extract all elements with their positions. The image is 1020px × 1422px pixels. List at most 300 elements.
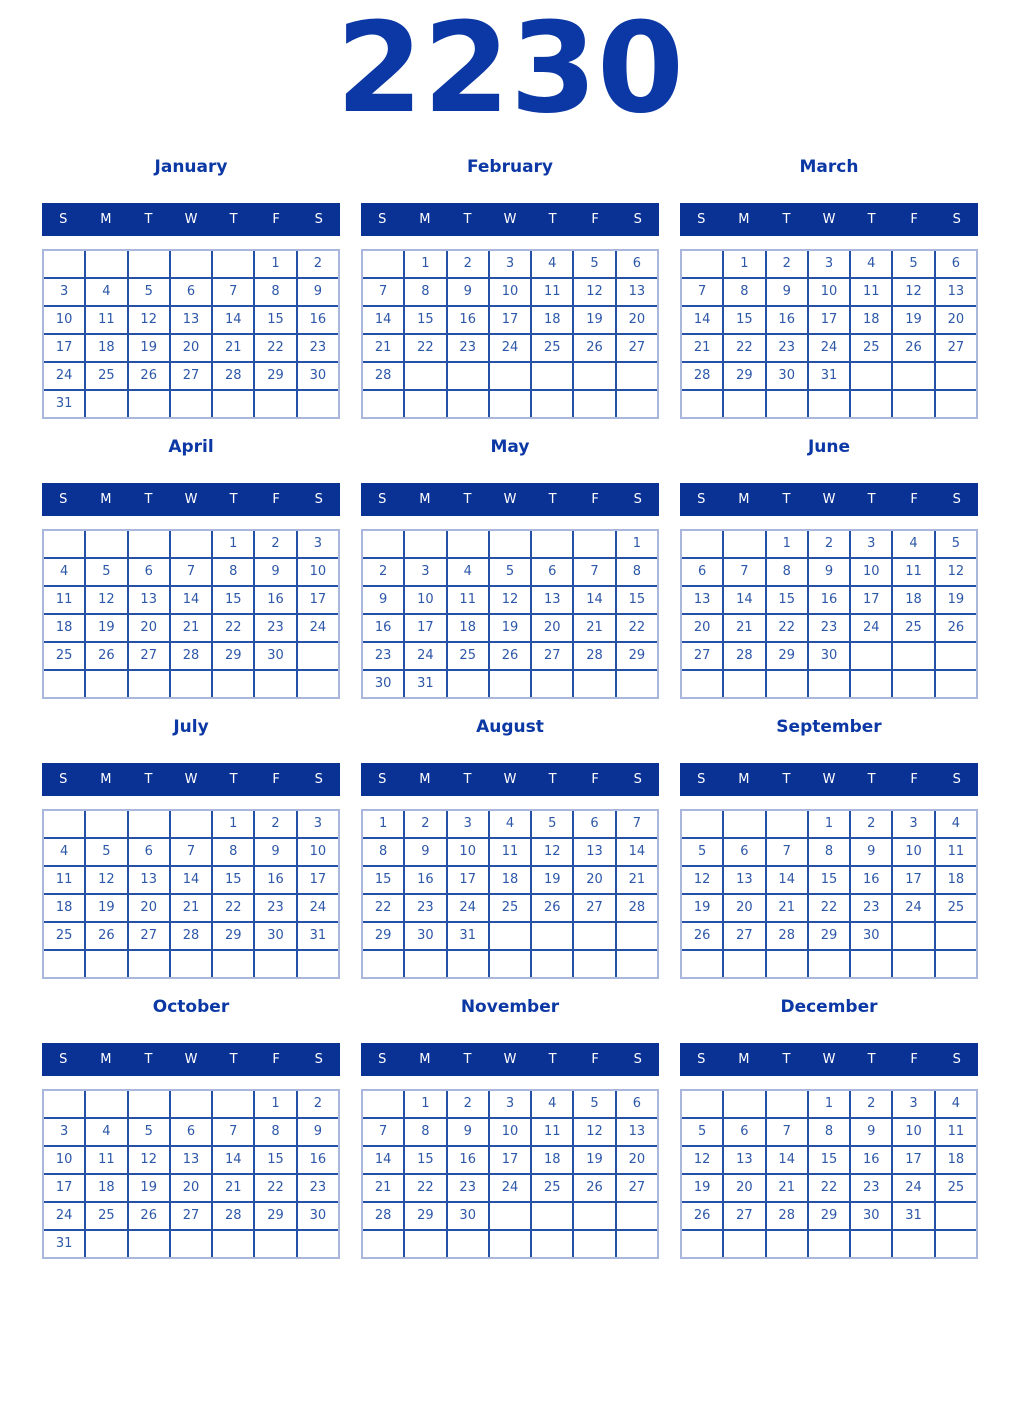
day-cell: 29 [617,643,657,669]
weekday-label: S [378,771,387,787]
day-cell: 16 [405,867,445,893]
day-cell: 12 [129,1147,169,1173]
empty-cell [532,1203,572,1229]
day-cell: 30 [405,923,445,949]
weekday-label: M [419,211,431,227]
empty-cell [490,951,530,977]
day-cell: 10 [405,587,445,613]
day-cell: 22 [809,1175,849,1201]
day-cell: 23 [767,335,807,361]
day-cell: 9 [298,1119,338,1145]
day-cell: 6 [574,811,614,837]
empty-cell [893,951,933,977]
day-cell: 21 [171,615,211,641]
day-cell: 12 [574,1119,614,1145]
day-cell: 9 [809,559,849,585]
month-may [361,437,659,699]
day-cell: 4 [851,251,891,277]
day-cell: 6 [724,1119,764,1145]
day-cell: 4 [44,839,84,865]
day-cell: 19 [86,615,126,641]
day-cell: 25 [490,895,530,921]
day-cell: 7 [767,1119,807,1145]
empty-cell [682,391,722,417]
weekday-label: S [697,211,706,227]
weekday-label: W [822,1051,836,1067]
empty-cell [893,671,933,697]
day-cell: 10 [893,1119,933,1145]
empty-cell [298,1231,338,1257]
day-cell: 9 [255,559,295,585]
day-cell: 16 [298,1147,338,1173]
month-title: September [776,716,882,737]
empty-cell [490,923,530,949]
day-cell: 24 [809,335,849,361]
empty-cell [617,951,657,977]
day-cell: 10 [851,559,891,585]
weekday-label: T [463,211,472,227]
day-cell: 8 [617,559,657,585]
day-cell: 22 [767,615,807,641]
empty-cell [44,251,84,277]
weekday-label: T [463,491,472,507]
day-cell: 30 [767,363,807,389]
weekday-label: M [419,771,431,787]
empty-cell [405,531,445,557]
day-cell: 5 [682,839,722,865]
day-cell: 7 [682,279,722,305]
day-cell: 12 [490,587,530,613]
day-cell: 8 [255,1119,295,1145]
day-cell: 19 [682,895,722,921]
empty-cell [255,671,295,697]
weekday-label: S [697,1051,706,1067]
weekday-header-row [361,483,659,516]
day-cell: 2 [255,531,295,557]
day-cell: 24 [298,615,338,641]
empty-cell [255,951,295,977]
day-cell: 26 [86,923,126,949]
weekday-header-row [42,483,340,516]
day-cell: 26 [574,335,614,361]
day-cell: 19 [490,615,530,641]
day-cell: 26 [574,1175,614,1201]
empty-cell [448,363,488,389]
day-cell: 5 [129,1119,169,1145]
day-cell: 17 [405,615,445,641]
month-grid [361,1089,659,1259]
empty-cell [490,391,530,417]
empty-cell [405,951,445,977]
day-cell: 25 [532,1175,572,1201]
day-cell: 13 [574,839,614,865]
empty-cell [171,671,211,697]
empty-cell [617,363,657,389]
day-cell: 3 [490,1091,530,1117]
day-cell: 1 [617,531,657,557]
day-cell: 20 [574,867,614,893]
weekday-label: F [910,1051,918,1067]
day-cell: 17 [490,1147,530,1173]
empty-cell [171,251,211,277]
day-cell: 15 [809,867,849,893]
month-grid [680,529,978,699]
day-cell: 2 [767,251,807,277]
day-cell: 28 [213,363,253,389]
day-cell: 15 [405,1147,445,1173]
day-cell: 10 [490,1119,530,1145]
month-january [42,157,340,419]
weekday-label: M [419,1051,431,1067]
weekday-label: F [910,771,918,787]
empty-cell [405,391,445,417]
day-cell: 31 [44,1231,84,1257]
day-cell: 11 [851,279,891,305]
empty-cell [893,643,933,669]
month-july [42,717,340,979]
empty-cell [617,671,657,697]
empty-cell [171,811,211,837]
day-cell: 1 [255,251,295,277]
day-cell: 23 [298,335,338,361]
day-cell: 23 [448,335,488,361]
day-cell: 13 [682,587,722,613]
day-cell: 21 [363,335,403,361]
month-april [42,437,340,699]
empty-cell [405,1231,445,1257]
day-cell: 18 [86,1175,126,1201]
empty-cell [767,1231,807,1257]
day-cell: 1 [724,251,764,277]
day-cell: 18 [936,867,976,893]
empty-cell [851,671,891,697]
empty-cell [851,363,891,389]
weekday-header-row [680,1043,978,1076]
day-cell: 15 [213,867,253,893]
months-grid [42,157,978,1259]
day-cell: 20 [682,615,722,641]
day-cell: 8 [255,279,295,305]
weekday-label: M [738,491,750,507]
day-cell: 18 [893,587,933,613]
empty-cell [448,1231,488,1257]
day-cell: 1 [255,1091,295,1117]
day-cell: 11 [490,839,530,865]
month-grid [361,249,659,419]
day-cell: 26 [893,335,933,361]
day-cell: 5 [532,811,572,837]
day-cell: 27 [574,895,614,921]
weekday-label: S [59,1051,68,1067]
empty-cell [893,923,933,949]
day-cell: 7 [724,559,764,585]
day-cell: 24 [490,335,530,361]
empty-cell [936,951,976,977]
empty-cell [255,1231,295,1257]
weekday-label: S [314,491,323,507]
month-grid [42,249,340,419]
month-grid [680,1089,978,1259]
weekday-label: T [548,211,557,227]
weekday-label: T [144,491,153,507]
day-cell: 25 [936,895,976,921]
day-cell: 28 [574,643,614,669]
weekday-label: T [548,771,557,787]
day-cell: 7 [617,811,657,837]
day-cell: 15 [255,1147,295,1173]
weekday-label: W [184,1051,198,1067]
day-cell: 8 [213,559,253,585]
day-cell: 22 [213,615,253,641]
empty-cell [171,391,211,417]
weekday-label: S [952,211,961,227]
month-august [361,717,659,979]
empty-cell [44,531,84,557]
day-cell: 11 [532,1119,572,1145]
day-cell: 30 [809,643,849,669]
day-cell: 1 [809,811,849,837]
day-cell: 18 [532,1147,572,1173]
day-cell: 10 [298,559,338,585]
month-title: July [173,716,209,737]
empty-cell [129,951,169,977]
empty-cell [936,391,976,417]
empty-cell [574,671,614,697]
month-title: April [168,436,214,457]
weekday-label: T [229,491,238,507]
weekday-label: W [822,771,836,787]
day-cell: 27 [171,1203,211,1229]
day-cell: 5 [490,559,530,585]
empty-cell [363,1091,403,1117]
day-cell: 16 [809,587,849,613]
day-cell: 8 [724,279,764,305]
empty-cell [171,531,211,557]
empty-cell [682,1091,722,1117]
empty-cell [532,1231,572,1257]
day-cell: 22 [213,895,253,921]
day-cell: 21 [724,615,764,641]
day-cell: 29 [809,1203,849,1229]
day-cell: 20 [171,335,211,361]
day-cell: 26 [86,643,126,669]
day-cell: 29 [363,923,403,949]
day-cell: 7 [213,279,253,305]
weekday-label: F [591,771,599,787]
empty-cell [44,1091,84,1117]
day-cell: 4 [44,559,84,585]
weekday-label: T [782,771,791,787]
weekday-label: T [548,491,557,507]
day-cell: 3 [490,251,530,277]
day-cell: 13 [129,867,169,893]
day-cell: 24 [44,1203,84,1229]
day-cell: 3 [44,1119,84,1145]
empty-cell [532,923,572,949]
day-cell: 25 [86,363,126,389]
day-cell: 16 [255,587,295,613]
day-cell: 16 [851,1147,891,1173]
day-cell: 6 [532,559,572,585]
empty-cell [44,671,84,697]
day-cell: 29 [405,1203,445,1229]
day-cell: 26 [532,895,572,921]
day-cell: 21 [574,615,614,641]
day-cell: 3 [893,1091,933,1117]
day-cell: 24 [893,1175,933,1201]
weekday-label: F [910,211,918,227]
empty-cell [809,1231,849,1257]
day-cell: 14 [363,1147,403,1173]
day-cell: 30 [851,923,891,949]
empty-cell [86,1231,126,1257]
empty-cell [893,363,933,389]
month-title: February [466,156,554,177]
day-cell: 9 [851,839,891,865]
empty-cell [724,1091,764,1117]
empty-cell [936,923,976,949]
empty-cell [893,1231,933,1257]
empty-cell [86,251,126,277]
weekday-label: T [867,771,876,787]
day-cell: 5 [574,251,614,277]
day-cell: 31 [448,923,488,949]
day-cell: 19 [86,895,126,921]
day-cell: 7 [171,559,211,585]
day-cell: 6 [171,279,211,305]
day-cell: 11 [86,307,126,333]
empty-cell [767,671,807,697]
day-cell: 1 [213,531,253,557]
day-cell: 2 [809,531,849,557]
day-cell: 6 [682,559,722,585]
empty-cell [574,531,614,557]
day-cell: 16 [448,1147,488,1173]
day-cell: 25 [86,1203,126,1229]
day-cell: 22 [617,615,657,641]
day-cell: 29 [255,1203,295,1229]
day-cell: 21 [363,1175,403,1201]
weekday-label: M [100,491,112,507]
empty-cell [171,1091,211,1117]
day-cell: 26 [129,1203,169,1229]
day-cell: 27 [617,1175,657,1201]
empty-cell [724,531,764,557]
weekday-label: T [782,211,791,227]
day-cell: 20 [617,1147,657,1173]
weekday-label: T [782,1051,791,1067]
empty-cell [532,951,572,977]
day-cell: 21 [213,335,253,361]
day-cell: 23 [851,1175,891,1201]
day-cell: 2 [851,811,891,837]
weekday-label: M [738,211,750,227]
day-cell: 23 [255,895,295,921]
day-cell: 21 [617,867,657,893]
empty-cell [86,671,126,697]
empty-cell [255,391,295,417]
empty-cell [767,811,807,837]
day-cell: 9 [405,839,445,865]
weekday-header-row [680,483,978,516]
empty-cell [405,363,445,389]
day-cell: 18 [44,895,84,921]
empty-cell [363,951,403,977]
empty-cell [44,811,84,837]
empty-cell [851,1231,891,1257]
day-cell: 24 [44,363,84,389]
empty-cell [490,363,530,389]
day-cell: 12 [532,839,572,865]
day-cell: 2 [298,1091,338,1117]
day-cell: 26 [936,615,976,641]
empty-cell [490,531,530,557]
day-cell: 11 [936,1119,976,1145]
day-cell: 20 [171,1175,211,1201]
day-cell: 3 [851,531,891,557]
month-march [680,157,978,419]
day-cell: 8 [767,559,807,585]
day-cell: 11 [86,1147,126,1173]
empty-cell [617,923,657,949]
day-cell: 2 [298,251,338,277]
day-cell: 17 [44,335,84,361]
day-cell: 4 [86,279,126,305]
weekday-label: F [272,491,280,507]
day-cell: 14 [617,839,657,865]
empty-cell [574,1203,614,1229]
day-cell: 28 [171,643,211,669]
weekday-label: M [100,211,112,227]
day-cell: 9 [767,279,807,305]
empty-cell [363,251,403,277]
day-cell: 3 [298,531,338,557]
empty-cell [298,951,338,977]
weekday-label: F [591,491,599,507]
month-title: November [460,996,560,1017]
month-title: December [780,996,878,1017]
day-cell: 24 [851,615,891,641]
day-cell: 14 [213,307,253,333]
day-cell: 17 [893,1147,933,1173]
day-cell: 21 [171,895,211,921]
empty-cell [574,1231,614,1257]
day-cell: 9 [851,1119,891,1145]
weekday-label: T [867,1051,876,1067]
day-cell: 17 [448,867,488,893]
day-cell: 5 [129,279,169,305]
day-cell: 28 [767,923,807,949]
day-cell: 27 [617,335,657,361]
month-grid [361,529,659,699]
day-cell: 6 [171,1119,211,1145]
weekday-label: W [184,211,198,227]
weekday-label: T [229,211,238,227]
weekday-label: F [591,211,599,227]
weekday-label: T [867,491,876,507]
day-cell: 5 [893,251,933,277]
day-cell: 23 [255,615,295,641]
empty-cell [724,391,764,417]
empty-cell [363,391,403,417]
empty-cell [129,671,169,697]
weekday-label: S [952,491,961,507]
day-cell: 11 [448,587,488,613]
empty-cell [129,1231,169,1257]
weekday-label: F [272,771,280,787]
weekday-label: S [697,771,706,787]
empty-cell [213,251,253,277]
